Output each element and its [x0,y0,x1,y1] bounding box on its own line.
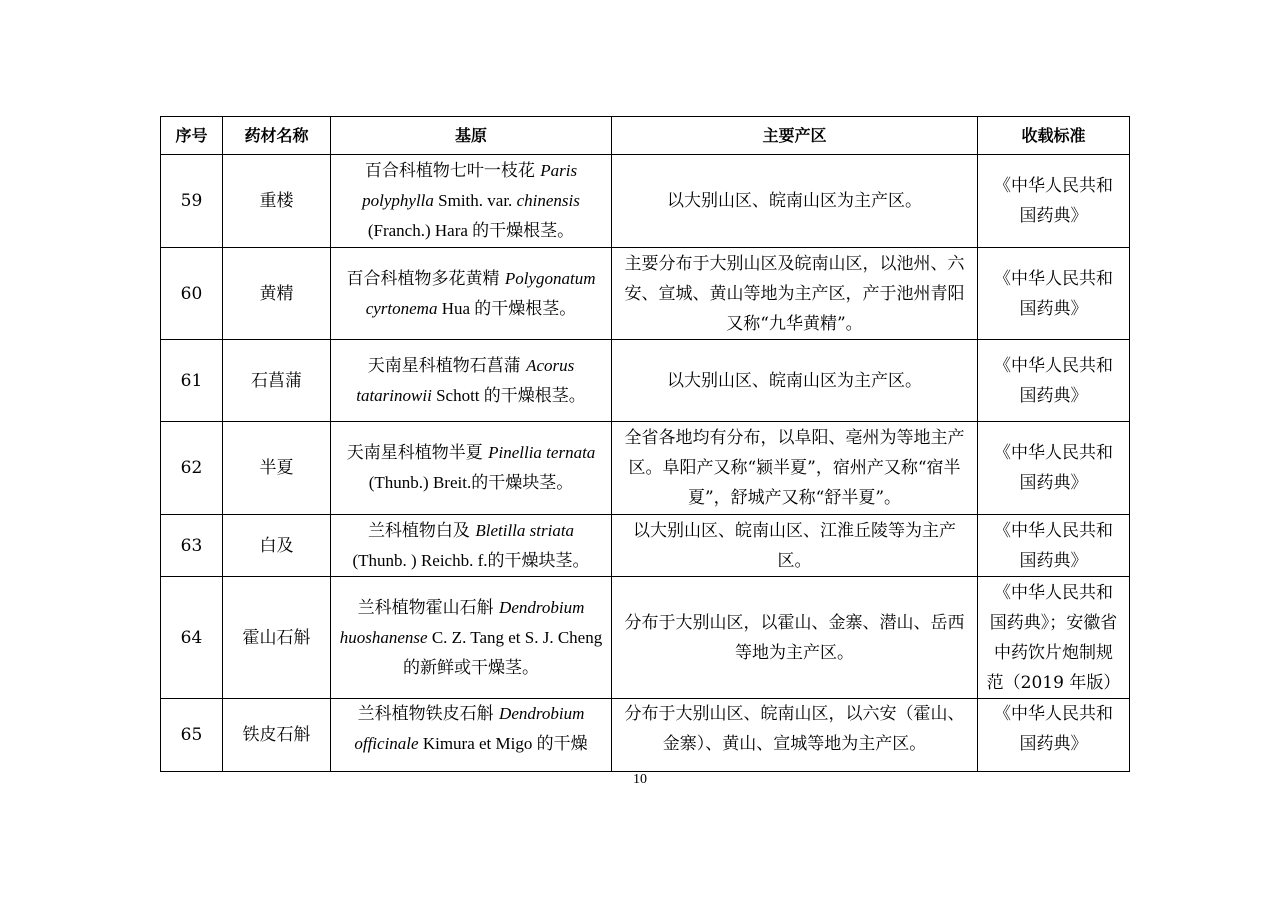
cell-region: 以大别山区、皖南山区、江淮丘陵等为主产区。 [612,515,978,577]
cell-standard: 《中华人民共和国药典》 [978,422,1130,515]
table-row [161,155,1130,248]
page-number: 10 [633,772,647,787]
cell-origin: 兰科植物铁皮石斛 Dendrobium officinale Kimura et Migo 的干燥 [331,699,612,772]
table-row [161,577,1130,699]
cell-origin: 天南星科植物半夏 Pinellia ternata (Thunb.) Breit.的干燥块茎。 [331,422,612,515]
cell-herb-name: 石菖蒲 [223,340,331,422]
cell-standard: 《中华人民共和国药典》 [978,699,1130,772]
cell-region: 分布于大别山区，以霍山、金寨、潜山、岳西等地为主产区。 [612,577,978,699]
table-row [161,422,1130,515]
table-row [161,248,1130,340]
cell-standard: 《中华人民共和国药典》 [978,248,1130,340]
table-row [161,515,1130,577]
cell-origin: 百合科植物七叶一枝花 Paris polyphylla Smith. var. chinensis (Franch.) Hara 的干燥根茎。 [331,155,612,248]
cell-origin: 天南星科植物石菖蒲 Acorus tatarinowii Schott 的干燥根茎。 [331,340,612,422]
cell-region: 以大别山区、皖南山区为主产区。 [612,155,978,248]
cell-region: 分布于大别山区、皖南山区，以六安（霍山、金寨）、黄山、宣城等地为主产区。 [612,699,978,772]
cell-no: 64 [161,577,223,699]
cell-standard: 《中华人民共和国药典》；安徽省中药饮片炮制规范（2019 年版） [978,577,1130,699]
header-no: 序号 [161,117,223,155]
cell-origin: 兰科植物霍山石斛 Dendrobium huoshanense C. Z. Tang et S. J. Cheng 的新鲜或干燥茎。 [331,577,612,699]
cell-standard: 《中华人民共和国药典》 [978,340,1130,422]
cell-herb-name: 白及 [223,515,331,577]
cell-no: 62 [161,422,223,515]
cell-herb-name: 半夏 [223,422,331,515]
cell-herb-name: 霍山石斛 [223,577,331,699]
cell-region: 以大别山区、皖南山区为主产区。 [612,340,978,422]
cell-herb-name: 重楼 [223,155,331,248]
header-region: 主要产区 [612,117,978,155]
cell-origin: 百合科植物多花黄精 Polygonatum cyrtonema Hua 的干燥根茎。 [331,248,612,340]
cell-standard: 《中华人民共和国药典》 [978,515,1130,577]
cell-no: 59 [161,155,223,248]
herb-table [160,116,1130,772]
cell-no: 63 [161,515,223,577]
cell-region: 主要分布于大别山区及皖南山区，以池州、六安、宣城、黄山等地为主产区，产于池州青阳又称“九华黄精”。 [612,248,978,340]
header-origin: 基原 [331,117,612,155]
cell-herb-name: 铁皮石斛 [223,699,331,772]
header-standard: 收载标准 [978,117,1130,155]
header-herb-name: 药材名称 [223,117,331,155]
cell-no: 65 [161,699,223,772]
cell-region: 全省各地均有分布，以阜阳、亳州为等地主产区。阜阳产又称“颍半夏”，宿州产又称“宿半夏”，舒城产又称“舒半夏”。 [612,422,978,515]
cell-no: 60 [161,248,223,340]
cell-origin: 兰科植物白及 Bletilla striata (Thunb. ) Reichb. f.的干燥块茎。 [331,515,612,577]
cell-no: 61 [161,340,223,422]
table-row [161,699,1130,772]
cell-herb-name: 黄精 [223,248,331,340]
table-header-row [161,117,1130,155]
table-row [161,340,1130,422]
cell-standard: 《中华人民共和国药典》 [978,155,1130,248]
